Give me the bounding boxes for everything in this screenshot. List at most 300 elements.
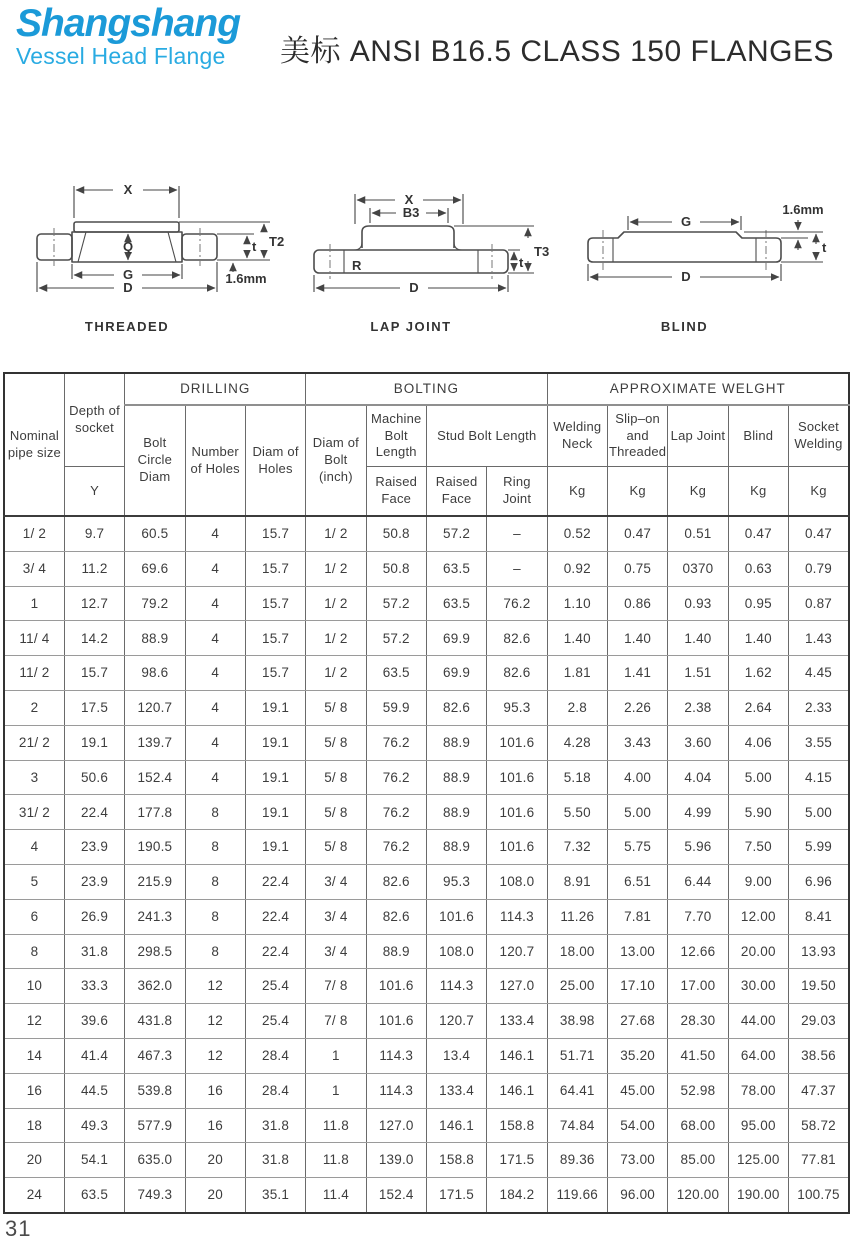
table-cell: 77.81: [788, 1143, 849, 1178]
table-cell: 50.8: [366, 516, 426, 551]
table-cell: 6.51: [607, 864, 667, 899]
table-row: [4, 656, 849, 691]
table-cell: 152.4: [366, 1178, 426, 1213]
table-cell: 3/ 4: [306, 864, 366, 899]
table-cell: 9.00: [728, 864, 788, 899]
table-cell: 14.2: [64, 621, 124, 656]
table-cell: 120.7: [487, 934, 547, 969]
table-cell: 25.4: [245, 1004, 305, 1039]
table-cell: 2.33: [788, 690, 849, 725]
dim-label-g: G: [122, 267, 134, 282]
blind-cap-lines: [613, 238, 756, 262]
table-cell: 20: [185, 1143, 245, 1178]
table-cell: 50.6: [64, 760, 124, 795]
table-cell: 58.72: [788, 1108, 849, 1143]
table-cell: 23.9: [64, 864, 124, 899]
table-cell: 1/ 2: [306, 621, 366, 656]
table-cell: 22.4: [64, 795, 124, 830]
table-cell: 362.0: [125, 969, 185, 1004]
table-cell: 79.2: [125, 586, 185, 621]
table-cell: 749.3: [125, 1178, 185, 1213]
table-cell: 114.3: [366, 1038, 426, 1073]
table-cell: 635.0: [125, 1143, 185, 1178]
col-header-slip-on: Slip–on and Threaded: [607, 405, 667, 467]
table-cell: 101.6: [487, 795, 547, 830]
table-cell: 10: [4, 969, 64, 1004]
table-cell: 127.0: [366, 1108, 426, 1143]
table-cell: 45.00: [607, 1073, 667, 1108]
table-cell: 7/ 8: [306, 969, 366, 1004]
table-cell: 39.6: [64, 1004, 124, 1039]
table-cell: 35.1: [245, 1178, 305, 1213]
col-header-lap-joint: Lap Joint: [668, 405, 728, 467]
table-cell: 190.00: [728, 1178, 788, 1213]
table-cell: 7.50: [728, 830, 788, 865]
table-cell: 9.7: [64, 516, 124, 551]
table-cell: 17.00: [668, 969, 728, 1004]
table-cell: 11/ 4: [4, 621, 64, 656]
table-cell: 171.5: [426, 1178, 486, 1213]
table-cell: 12: [4, 1004, 64, 1039]
threaded-drawing-block: [18, 168, 298, 334]
table-cell: 114.3: [487, 899, 547, 934]
table-cell: 54.00: [607, 1108, 667, 1143]
col-subheader-machine-rf: Raised Face: [366, 467, 426, 517]
table-cell: 4.28: [547, 725, 607, 760]
table-cell: 51.71: [547, 1038, 607, 1073]
table-cell: 38.98: [547, 1004, 607, 1039]
table-cell: 7.70: [668, 899, 728, 934]
table-cell: 63.5: [64, 1178, 124, 1213]
table-cell: 19.1: [64, 725, 124, 760]
table-cell: 4.99: [668, 795, 728, 830]
table-cell: 15.7: [245, 516, 305, 551]
col-subheader-kg-3: Kg: [668, 467, 728, 517]
table-cell: 1.43: [788, 621, 849, 656]
table-cell: 101.6: [487, 725, 547, 760]
group-header-bolting: BOLTING: [306, 373, 547, 405]
table-cell: 11.8: [306, 1143, 366, 1178]
drawing-caption-blind: BLIND: [660, 319, 709, 334]
table-cell: 158.8: [426, 1143, 486, 1178]
table-cell: 101.6: [487, 760, 547, 795]
table-cell: 8: [185, 864, 245, 899]
table-cell: 5.96: [668, 830, 728, 865]
table-row: [4, 934, 849, 969]
table-cell: 12: [185, 1004, 245, 1039]
table-cell: 64.00: [728, 1038, 788, 1073]
table-cell: 54.1: [64, 1143, 124, 1178]
table-cell: 82.6: [487, 621, 547, 656]
table-cell: 18: [4, 1108, 64, 1143]
table-cell: 5.50: [547, 795, 607, 830]
table-cell: 3.43: [607, 725, 667, 760]
table-cell: 0.63: [728, 551, 788, 586]
threaded-flange-drawing: [18, 168, 298, 308]
table-cell: 41.50: [668, 1038, 728, 1073]
table-row: [4, 516, 849, 551]
table-cell: 127.0: [487, 969, 547, 1004]
table-cell: 69.9: [426, 656, 486, 691]
table-cell: 0.92: [547, 551, 607, 586]
table-cell: 5.90: [728, 795, 788, 830]
col-header-blind: Blind: [728, 405, 788, 467]
logo-brand-text: Shangshang: [16, 2, 241, 45]
dim-label-t: t: [822, 240, 827, 255]
table-cell: 3/ 4: [4, 551, 64, 586]
table-cell: 11.2: [64, 551, 124, 586]
table-cell: 0.47: [728, 516, 788, 551]
table-cell: 5.18: [547, 760, 607, 795]
dim-label-gap: 1.6mm: [782, 202, 824, 217]
table-cell: 12: [185, 1038, 245, 1073]
lap-joint-drawing-block: [300, 168, 565, 334]
table-cell: 19.1: [245, 725, 305, 760]
table-body: [4, 516, 849, 1213]
table-cell: 89.36: [547, 1143, 607, 1178]
table-cell: –: [487, 551, 547, 586]
table-cell: 0.75: [607, 551, 667, 586]
lap-joint-flange-drawing: [300, 168, 565, 308]
table-cell: 88.9: [426, 830, 486, 865]
table-cell: 28.4: [245, 1073, 305, 1108]
table-cell: 184.2: [487, 1178, 547, 1213]
table-cell: 0.79: [788, 551, 849, 586]
table-cell: 1/ 2: [306, 656, 366, 691]
table-cell: 7/ 8: [306, 1004, 366, 1039]
table-cell: 11.4: [306, 1178, 366, 1213]
table-cell: 3: [4, 760, 64, 795]
table-cell: 63.5: [426, 551, 486, 586]
table-cell: 3.60: [668, 725, 728, 760]
table-cell: 6.96: [788, 864, 849, 899]
table-cell: 5.99: [788, 830, 849, 865]
blind-flange-drawing: [578, 168, 848, 308]
table-cell: 29.03: [788, 1004, 849, 1039]
table-cell: 22.4: [245, 899, 305, 934]
col-header-depth: Depth of socket: [64, 373, 124, 467]
table-cell: 2.38: [668, 690, 728, 725]
table-cell: 120.7: [426, 1004, 486, 1039]
table-cell: 19.1: [245, 830, 305, 865]
table-cell: 73.00: [607, 1143, 667, 1178]
table-row: [4, 725, 849, 760]
table-cell: 95.3: [426, 864, 486, 899]
table-cell: 1.40: [668, 621, 728, 656]
table-cell: 26.9: [64, 899, 124, 934]
col-header-diam-holes: Diam of Holes: [245, 405, 305, 516]
col-subheader-stud-rf: Raised Face: [426, 467, 486, 517]
dim-label-r: R: [352, 258, 362, 273]
table-cell: 15.7: [245, 586, 305, 621]
flange-spec-table: [3, 372, 850, 1214]
table-cell: 108.0: [426, 934, 486, 969]
blind-centerlines: [603, 230, 766, 270]
table-cell: 1.41: [607, 656, 667, 691]
table-cell: 8: [185, 934, 245, 969]
table-cell: 6.44: [668, 864, 728, 899]
table-cell: 5.75: [607, 830, 667, 865]
table-cell: 95.3: [487, 690, 547, 725]
dim-label-d: D: [123, 280, 133, 295]
table-cell: 82.6: [366, 864, 426, 899]
col-subheader-y: Y: [64, 467, 124, 517]
table-cell: 35.20: [607, 1038, 667, 1073]
table-cell: 57.2: [426, 516, 486, 551]
table-cell: 88.9: [426, 760, 486, 795]
table-cell: 63.5: [426, 586, 486, 621]
table-cell: 96.00: [607, 1178, 667, 1213]
col-subheader-ring-joint: Ring Joint: [487, 467, 547, 517]
table-cell: 5/ 8: [306, 690, 366, 725]
table-row: [4, 1178, 849, 1213]
table-cell: 25.00: [547, 969, 607, 1004]
table-cell: 146.1: [487, 1038, 547, 1073]
table-cell: 177.8: [125, 795, 185, 830]
table-cell: 12.66: [668, 934, 728, 969]
table-row: [4, 760, 849, 795]
table-cell: 19.1: [245, 690, 305, 725]
table-cell: 101.6: [426, 899, 486, 934]
table-row: [4, 586, 849, 621]
col-subheader-kg-5: Kg: [788, 467, 849, 517]
page-title: 美标 ANSI B16.5 CLASS 150 FLANGES: [279, 35, 835, 68]
drawing-caption-lap-joint: LAP JOINT: [370, 319, 452, 334]
table-cell: 23.9: [64, 830, 124, 865]
table-cell: 125.00: [728, 1143, 788, 1178]
table-cell: 0.47: [607, 516, 667, 551]
table-cell: 31.8: [64, 934, 124, 969]
table-cell: 1/ 2: [306, 586, 366, 621]
table-cell: 6: [4, 899, 64, 934]
table-cell: 24: [4, 1178, 64, 1213]
table-cell: 16: [185, 1073, 245, 1108]
table-cell: 119.66: [547, 1178, 607, 1213]
group-header-drilling: DRILLING: [125, 373, 306, 405]
lap-base-plate: [314, 250, 508, 273]
table-cell: 88.9: [125, 621, 185, 656]
table-cell: 7.81: [607, 899, 667, 934]
table-cell: 4: [185, 725, 245, 760]
table-cell: 8: [4, 934, 64, 969]
table-cell: 120.7: [125, 690, 185, 725]
table-cell: 4: [185, 551, 245, 586]
dim-label-x: X: [404, 192, 414, 207]
table-cell: 139.7: [125, 725, 185, 760]
table-cell: 5/ 8: [306, 830, 366, 865]
table-cell: 8: [185, 830, 245, 865]
table-cell: 0.47: [788, 516, 849, 551]
table-cell: 101.6: [487, 830, 547, 865]
company-logo: [16, 4, 240, 68]
table-cell: 101.6: [366, 1004, 426, 1039]
table-row: [4, 621, 849, 656]
table-cell: 133.4: [487, 1004, 547, 1039]
table-row: [4, 899, 849, 934]
table-cell: 44.5: [64, 1073, 124, 1108]
table-row: [4, 690, 849, 725]
table-cell: 19.1: [245, 795, 305, 830]
table-cell: 3.55: [788, 725, 849, 760]
table-row: [4, 1073, 849, 1108]
table-cell: 171.5: [487, 1143, 547, 1178]
table-cell: 59.9: [366, 690, 426, 725]
table-cell: 0370: [668, 551, 728, 586]
table-cell: 19.50: [788, 969, 849, 1004]
table-cell: 88.9: [426, 725, 486, 760]
table-cell: 8.41: [788, 899, 849, 934]
table-cell: 133.4: [426, 1073, 486, 1108]
table-cell: 52.98: [668, 1073, 728, 1108]
table-cell: 8: [185, 795, 245, 830]
table-cell: 21/ 2: [4, 725, 64, 760]
table-cell: 4: [185, 690, 245, 725]
col-subheader-kg-4: Kg: [728, 467, 788, 517]
table-cell: 20.00: [728, 934, 788, 969]
table-cell: 95.00: [728, 1108, 788, 1143]
table-cell: 50.8: [366, 551, 426, 586]
table-cell: 1/ 2: [306, 551, 366, 586]
table-cell: 76.2: [366, 830, 426, 865]
lap-center-block: [362, 226, 454, 248]
table-cell: 1: [4, 586, 64, 621]
group-header-weight: APPROXIMATE WELGHT: [547, 373, 849, 405]
dim-label-t2: T2: [269, 234, 285, 249]
table-row: [4, 1143, 849, 1178]
table-cell: 5.00: [728, 760, 788, 795]
table-cell: 577.9: [125, 1108, 185, 1143]
table-cell: 31.8: [245, 1108, 305, 1143]
table-cell: 57.2: [366, 586, 426, 621]
table-cell: 8.91: [547, 864, 607, 899]
col-header-bolt-circle: Bolt Circle Diam: [125, 405, 185, 516]
table-cell: 60.5: [125, 516, 185, 551]
table-row: [4, 1038, 849, 1073]
table-row: [4, 795, 849, 830]
table-cell: 539.8: [125, 1073, 185, 1108]
table-cell: 7.32: [547, 830, 607, 865]
table-cell: 22.4: [245, 864, 305, 899]
table-cell: 152.4: [125, 760, 185, 795]
table-cell: 1.40: [547, 621, 607, 656]
table-header: [4, 373, 849, 516]
table-cell: 1.40: [728, 621, 788, 656]
dim-label-t: t: [519, 255, 524, 270]
table-cell: 18.00: [547, 934, 607, 969]
table-cell: 4.15: [788, 760, 849, 795]
table-cell: 11/ 2: [4, 656, 64, 691]
table-cell: 4: [185, 656, 245, 691]
table-cell: 4.45: [788, 656, 849, 691]
table-cell: 298.5: [125, 934, 185, 969]
table-cell: 1.10: [547, 586, 607, 621]
table-cell: 0.93: [668, 586, 728, 621]
col-subheader-kg-1: Kg: [547, 467, 607, 517]
table-row: [4, 864, 849, 899]
table-cell: 28.30: [668, 1004, 728, 1039]
table-cell: 12.7: [64, 586, 124, 621]
table-cell: 120.00: [668, 1178, 728, 1213]
table-cell: 20: [185, 1178, 245, 1213]
table-cell: 108.0: [487, 864, 547, 899]
table-row: [4, 830, 849, 865]
table-cell: 41.4: [64, 1038, 124, 1073]
table-cell: 63.5: [366, 656, 426, 691]
table-cell: 82.6: [366, 899, 426, 934]
table-cell: 4.06: [728, 725, 788, 760]
table-cell: 431.8: [125, 1004, 185, 1039]
col-header-machine-bolt: Machine Bolt Length: [366, 405, 426, 467]
table-cell: 0.95: [728, 586, 788, 621]
table-cell: 139.0: [366, 1143, 426, 1178]
col-header-socket-welding: Socket Welding: [788, 405, 849, 467]
table-cell: 22.4: [245, 934, 305, 969]
table-cell: 15.7: [245, 621, 305, 656]
table-cell: 1.62: [728, 656, 788, 691]
table-cell: 3/ 4: [306, 934, 366, 969]
col-header-nominal: Nominal pipe size: [4, 373, 64, 516]
table-cell: 1: [306, 1038, 366, 1073]
col-header-num-holes: Number of Holes: [185, 405, 245, 516]
table-cell: 44.00: [728, 1004, 788, 1039]
table-cell: 76.2: [366, 725, 426, 760]
table-cell: 85.00: [668, 1143, 728, 1178]
table-cell: 69.6: [125, 551, 185, 586]
table-cell: 57.2: [366, 621, 426, 656]
table-cell: 38.56: [788, 1038, 849, 1073]
dim-label-gap: 1.6mm: [225, 271, 267, 286]
table-cell: 16: [185, 1108, 245, 1143]
table-row: [4, 1108, 849, 1143]
table-cell: 13.93: [788, 934, 849, 969]
table-cell: 76.2: [366, 760, 426, 795]
table-cell: –: [487, 516, 547, 551]
table-cell: 2.8: [547, 690, 607, 725]
table-cell: 1/ 2: [4, 516, 64, 551]
table-cell: 27.68: [607, 1004, 667, 1039]
table-cell: 98.6: [125, 656, 185, 691]
table-cell: 78.00: [728, 1073, 788, 1108]
table-cell: 0.51: [668, 516, 728, 551]
table-cell: 5/ 8: [306, 760, 366, 795]
table-cell: 190.5: [125, 830, 185, 865]
table-cell: 31.8: [245, 1143, 305, 1178]
col-header-stud-bolt: Stud Bolt Length: [426, 405, 547, 467]
table-cell: 158.8: [487, 1108, 547, 1143]
table-cell: 14: [4, 1038, 64, 1073]
table-cell: 467.3: [125, 1038, 185, 1073]
dim-label-d: D: [409, 280, 419, 295]
table-cell: 19.1: [245, 760, 305, 795]
table-cell: 2: [4, 690, 64, 725]
table-cell: 114.3: [366, 1073, 426, 1108]
table-cell: 2.26: [607, 690, 667, 725]
table-cell: 33.3: [64, 969, 124, 1004]
logo-tagline-text: Vessel Head Flange: [16, 43, 226, 69]
table-cell: 11.26: [547, 899, 607, 934]
table-cell: 0.87: [788, 586, 849, 621]
table-cell: 15.7: [245, 656, 305, 691]
table-cell: 5.00: [788, 795, 849, 830]
table-cell: 5/ 8: [306, 725, 366, 760]
lap-stub-lines: [344, 250, 478, 273]
table-cell: 146.1: [426, 1108, 486, 1143]
blind-plate: [588, 232, 781, 262]
table-row: [4, 1004, 849, 1039]
table-cell: 5: [4, 864, 64, 899]
table-cell: 1.81: [547, 656, 607, 691]
table-cell: 101.6: [366, 969, 426, 1004]
